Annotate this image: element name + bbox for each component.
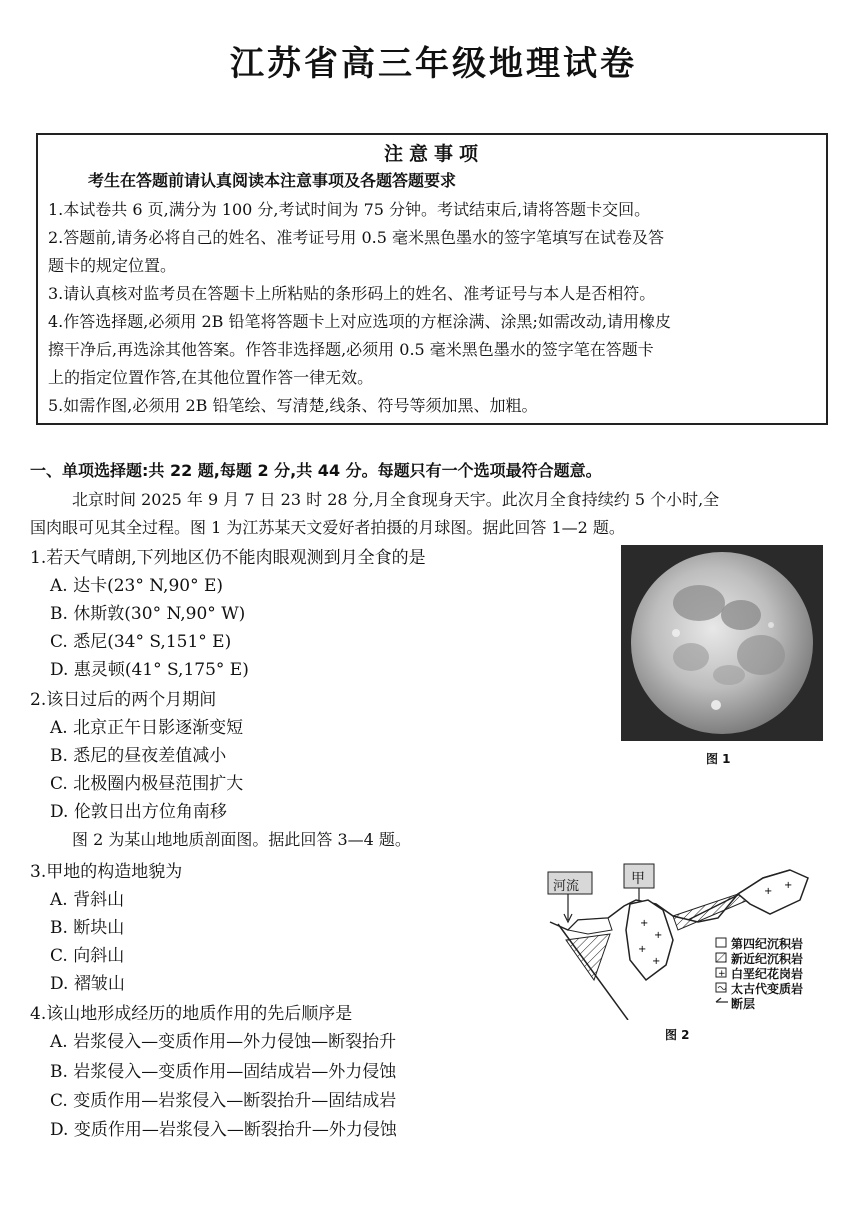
svg-text:+: +	[764, 886, 773, 897]
fig2-legend-archean: 太古代变质岩	[731, 982, 804, 996]
svg-text:+: +	[640, 918, 649, 929]
figure-2-caption: 图 2	[665, 1028, 690, 1042]
q2-option-c: C. 北极圈内极昼范围扩大	[50, 774, 244, 794]
intro-line: 国肉眼可见其全过程。图 1 为江苏某天文爱好者拍摄的月球图。据此回答 1—2 题。	[30, 518, 625, 537]
q1-option-d: D. 惠灵顿(41° S,175° E)	[50, 660, 249, 680]
figure-1-caption: 图 1	[706, 752, 731, 766]
question-2-stem: 2.该日过后的两个月期间	[30, 690, 217, 710]
notice-line: 3.请认真核对监考员在答题卡上所粘贴的条形码上的姓名、准考证号与本人是否相符。	[48, 284, 656, 303]
notice-box	[36, 133, 828, 425]
q2-option-d: D. 伦敦日出方位角南移	[50, 802, 227, 822]
notice-line: 题卡的规定位置。	[48, 256, 177, 275]
q2-option-a: A. 北京正午日影逐渐变短	[50, 718, 244, 738]
q4-option-c: C. 变质作用—岩浆侵入—断裂抬升—固结成岩	[50, 1091, 397, 1111]
notice-line: 2.答题前,请务必将自己的姓名、准考证号用 0.5 毫米黑色墨水的签字笔填写在试卷及答	[48, 228, 664, 247]
fig2-legend-fault: 断层	[731, 997, 756, 1011]
q3-option-d: D. 褶皱山	[50, 974, 125, 994]
fig2-legend-cretaceous: 白垩纪花岗岩	[731, 967, 804, 981]
fig2-legend-quaternary: 第四纪沉积岩	[731, 937, 804, 951]
notice-line: 擦干净后,再选涂其他答案。作答非选择题,必须用 0.5 毫米黑色墨水的签字笔在答题卡	[48, 340, 654, 359]
question-1-stem: 1.若天气晴朗,下列地区仍不能肉眼观测到月全食的是	[30, 548, 426, 568]
section-heading: 一、单项选择题:共 22 题,每题 2 分,共 44 分。每题只有一个选项最符合题意。	[30, 461, 602, 480]
svg-text:+: +	[652, 956, 661, 967]
intro-line: 北京时间 2025 年 9 月 7 日 23 时 28 分,月全食现身天宇。此次月全食持续约 5 个小时,全	[72, 490, 720, 509]
svg-text:+: +	[784, 880, 793, 891]
fig2-legend-neogene: 新近纪沉积岩	[731, 952, 804, 966]
question-4-stem: 4.该山地形成经历的地质作用的先后顺序是	[30, 1004, 353, 1024]
q1-option-c: C. 悉尼(34° S,151° E)	[50, 632, 232, 652]
notice-line: 4.作答选择题,必须用 2B 铅笔将答题卡上对应选项的方框涂满、涂黑;如需改动,请用橡皮	[48, 312, 671, 331]
fig2-label-jia: 甲	[631, 871, 645, 887]
figure-2-geologic-section	[538, 860, 828, 1020]
svg-text:+: +	[638, 944, 647, 955]
q1-option-b: B. 休斯敦(30° N,90° W)	[50, 604, 246, 624]
q4-option-d: D. 变质作用—岩浆侵入—断裂抬升—外力侵蚀	[50, 1120, 397, 1140]
q3-option-b: B. 断块山	[50, 918, 125, 938]
notice-line: 1.本试卷共 6 页,满分为 100 分,考试时间为 75 分钟。考试结束后,请将答题卡交回。	[48, 200, 651, 219]
paper-title: 江苏省高三年级地理试卷	[230, 44, 637, 84]
svg-text:+: +	[654, 930, 663, 941]
q4-option-b: B. 岩浆侵入—变质作用—固结成岩—外力侵蚀	[50, 1062, 397, 1082]
notice-line: 上的指定位置作答,在其他位置作答一律无效。	[48, 368, 374, 387]
notice-heading: 注意事项	[383, 143, 484, 165]
q2-option-b: B. 悉尼的昼夜差值减小	[50, 746, 227, 766]
q4-option-a: A. 岩浆侵入—变质作用—外力侵蚀—断裂抬升	[50, 1032, 397, 1052]
q3-option-c: C. 向斜山	[50, 946, 125, 966]
question-3-stem: 3.甲地的构造地貌为	[30, 862, 183, 882]
q3-option-a: A. 背斜山	[50, 890, 125, 910]
fig2-label-river: 河流	[553, 879, 580, 894]
notice-line: 5.如需作图,必须用 2B 铅笔绘、写清楚,线条、符号等须加黑、加粗。	[48, 396, 538, 415]
notice-subheading: 考生在答题前请认真阅读本注意事项及各题答题要求	[88, 171, 457, 190]
figure-1-moon-photo	[621, 545, 823, 741]
intro-line-fig2: 图 2 为某山地地质剖面图。据此回答 3—4 题。	[72, 830, 411, 849]
svg-text:+: +	[718, 969, 726, 979]
q1-option-a: A. 达卡(23° N,90° E)	[50, 576, 224, 596]
